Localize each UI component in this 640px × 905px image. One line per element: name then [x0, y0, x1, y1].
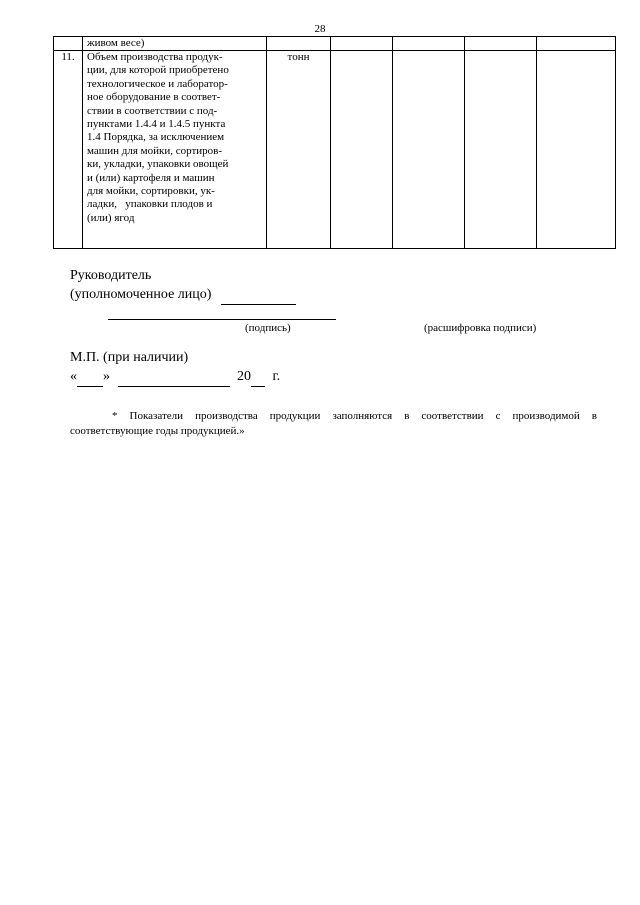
description-line: Объем производства продук-	[87, 51, 223, 63]
row-description	[83, 51, 267, 249]
table-cell	[393, 37, 465, 51]
signature-caption: (подпись)	[245, 322, 291, 334]
year-prefix: 20	[237, 369, 251, 384]
stamp-label: М.П. (при наличии)	[70, 350, 189, 365]
date-line	[70, 368, 280, 387]
year-blank	[251, 368, 265, 387]
day-blank	[77, 368, 103, 387]
decoding-caption: (расшифровка подписи)	[424, 322, 537, 334]
authorized-blank	[221, 286, 296, 305]
footnote: * Показатели производства продукции заполняются в соответствии с производимой в соответствующие годы продукцией.»	[70, 410, 597, 437]
signature-line	[108, 319, 336, 320]
description-line: ладки, упаковки плодов и	[87, 198, 213, 211]
table-cell	[331, 37, 393, 51]
indicators-table	[53, 36, 616, 249]
table-row-11	[54, 51, 616, 249]
description-line: пунктами 1.4.4 и 1.4.5 пункта	[87, 118, 226, 131]
table-cell	[393, 51, 465, 249]
table-cell	[537, 37, 616, 51]
description-line: (или) ягод	[87, 211, 135, 224]
row-unit: тонн	[267, 51, 331, 249]
table-cell	[537, 51, 616, 249]
description-line: ки, укладки, упаковки овощей	[87, 158, 229, 171]
description-line: ное оборудование в соответ-	[87, 91, 221, 104]
month-blank	[118, 368, 230, 387]
description-line: машин для мойки, сортиров-	[87, 144, 223, 157]
continuation-text: живом весе)	[83, 37, 267, 51]
table-cell	[54, 37, 83, 51]
row-number: 11.	[54, 51, 83, 249]
table-row-continuation	[54, 37, 616, 51]
table-cell	[465, 51, 537, 249]
table-cell	[267, 37, 331, 51]
authorized-line	[70, 286, 296, 305]
head-label: Руководитель	[70, 268, 152, 283]
date-close-quote: »	[103, 369, 110, 384]
date-open-quote: «	[70, 369, 77, 384]
description-line: ствии в соответствии с под-	[87, 104, 218, 117]
description-line: 1.4 Порядка, за исключением	[87, 131, 225, 144]
description-line: для мойки, сортировки, ук-	[87, 185, 215, 198]
description-line: и (или) картофеля и машин	[87, 171, 215, 184]
authorized-label: (уполномоченное лицо)	[70, 287, 212, 302]
description-line: технологическое и лаборатор-	[87, 77, 228, 90]
table-cell	[465, 37, 537, 51]
year-suffix: г.	[272, 369, 281, 384]
page-number: 28	[314, 23, 326, 35]
description-line: ции, для которой приобретено	[87, 64, 229, 77]
table-cell	[331, 51, 393, 249]
